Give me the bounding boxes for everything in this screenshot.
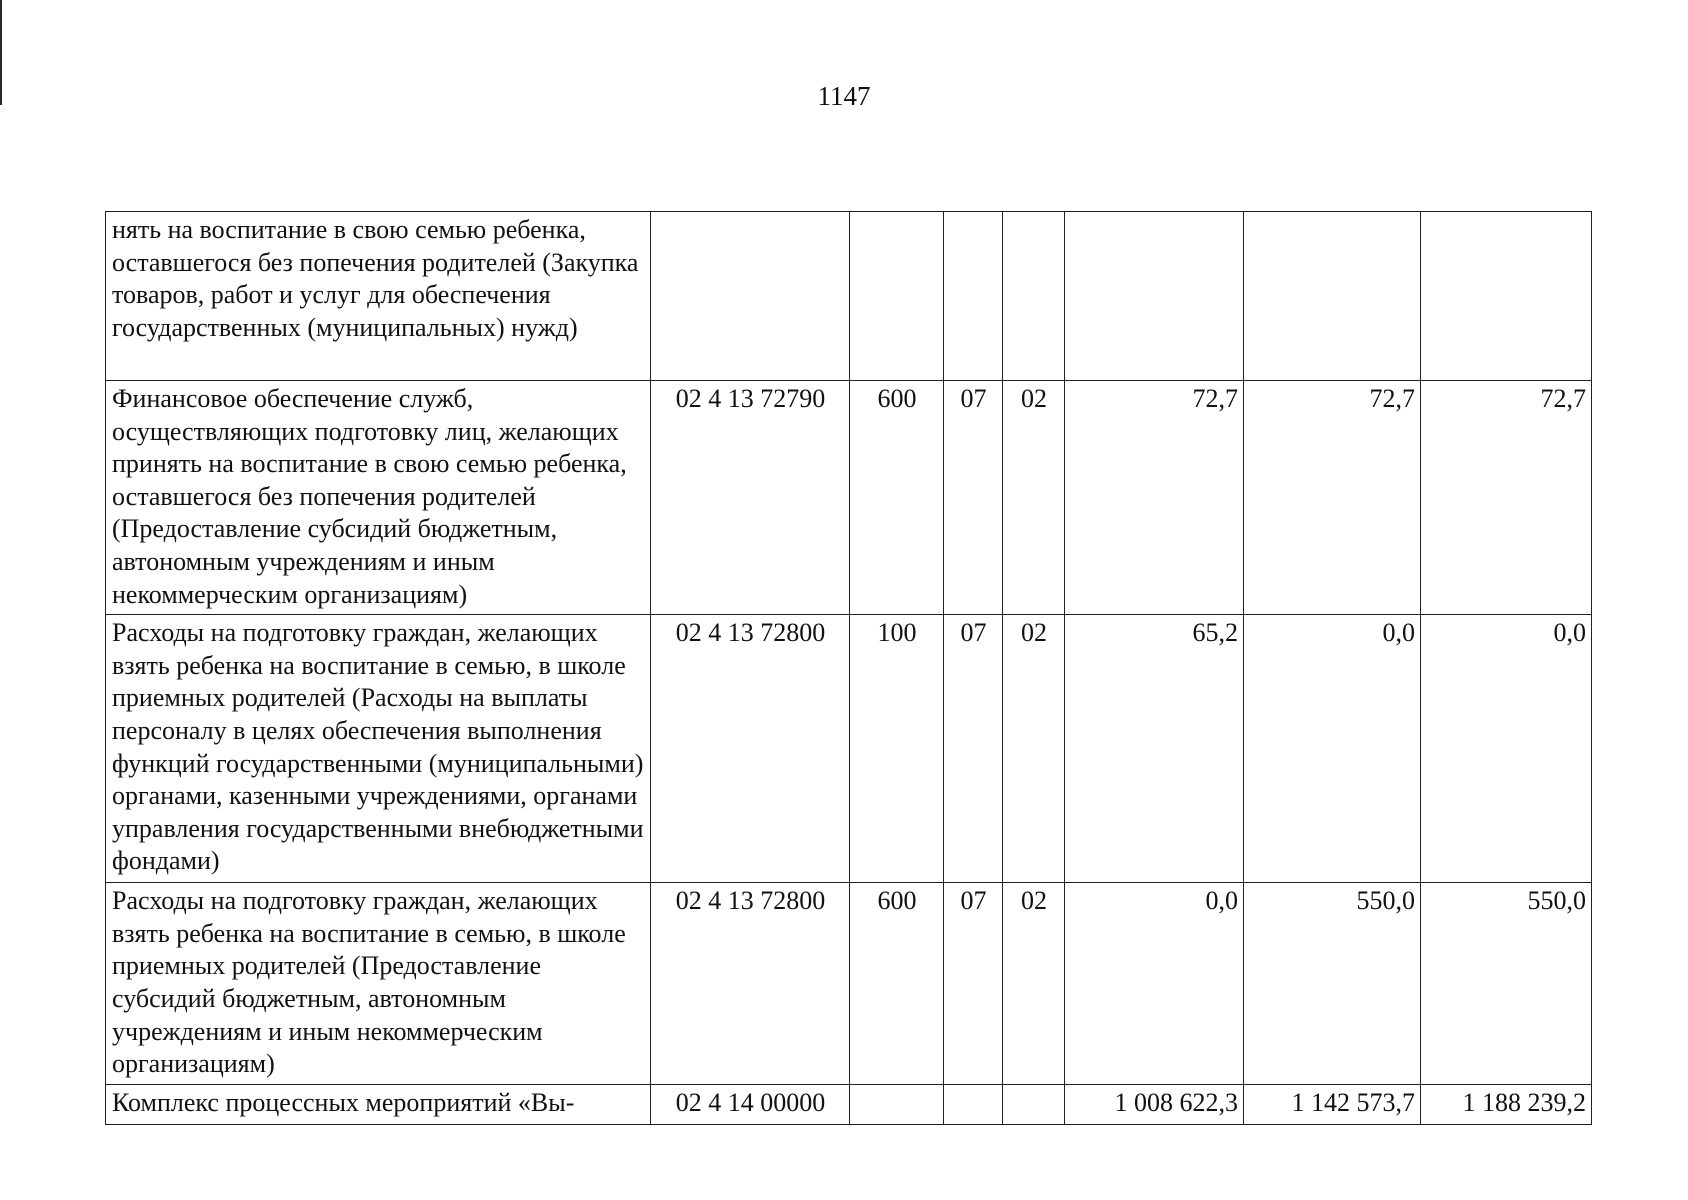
table-row	[106, 883, 1592, 1085]
page-number: 1147	[817, 81, 871, 111]
budget-table	[105, 211, 1592, 1125]
expense-type-code	[850, 212, 944, 381]
row-description: Финансовое обеспечение служб, осуществляющих подготовку лиц, желающих принять на воспитание в свою семью ребенка, оставшегося без попечения родителей (Предоставление субсидий бюджетным, автономным учреждениям и иным некоммерческим организациям)	[106, 381, 651, 615]
expense-type-code	[850, 1084, 944, 1124]
amount-year-1	[1065, 212, 1244, 381]
amount-year-1: 0,0	[1065, 883, 1244, 1085]
amount-year-2: 1 142 573,7	[1244, 1084, 1421, 1124]
subsection-code: 02	[1003, 615, 1065, 883]
expense-type-code: 100	[850, 615, 944, 883]
expense-type-code: 600	[850, 381, 944, 615]
section-code: 07	[944, 615, 1003, 883]
section-code: 07	[944, 381, 1003, 615]
amount-year-2: 0,0	[1244, 615, 1421, 883]
subsection-code: 02	[1003, 381, 1065, 615]
row-description: Комплекс процессных мероприятий «Вы-	[106, 1084, 651, 1124]
amount-year-1: 72,7	[1065, 381, 1244, 615]
row-description: Расходы на подготовку граждан, желающих взять ребенка на воспитание в семью, в школе приемных родителей (Предоставление субсидий бюджетным, автономным учреждениям и иным некоммерческим организациям)	[106, 883, 651, 1085]
amount-year-2: 72,7	[1244, 381, 1421, 615]
table-row	[106, 381, 1592, 615]
amount-year-3	[1421, 212, 1592, 381]
target-article-code: 02 4 14 00000	[651, 1084, 850, 1124]
table-row	[106, 1084, 1592, 1124]
amount-year-3: 72,7	[1421, 381, 1592, 615]
amount-year-3: 1 188 239,2	[1421, 1084, 1592, 1124]
target-article-code	[651, 212, 850, 381]
amount-year-3: 0,0	[1421, 615, 1592, 883]
expense-type-code: 600	[850, 883, 944, 1085]
amount-year-1: 1 008 622,3	[1065, 1084, 1244, 1124]
target-article-code: 02 4 13 72790	[651, 381, 850, 615]
amount-year-2	[1244, 212, 1421, 381]
target-article-code: 02 4 13 72800	[651, 615, 850, 883]
section-code: 07	[944, 883, 1003, 1085]
row-description: нять на воспитание в свою семью ребенка, оставшегося без попечения родителей (Закупка товаров, работ и услуг для обеспечения государственных (муниципальных) нужд)	[106, 212, 651, 381]
amount-year-3: 550,0	[1421, 883, 1592, 1085]
amount-year-1: 65,2	[1065, 615, 1244, 883]
amount-year-2: 550,0	[1244, 883, 1421, 1085]
subsection-code: 02	[1003, 883, 1065, 1085]
section-code	[944, 212, 1003, 381]
table-row	[106, 212, 1592, 381]
row-description: Расходы на подготовку граждан, желающих взять ребенка на воспитание в семью, в школе приемных родителей (Расходы на выплаты персоналу в целях обеспечения выполнения функций государственными (муниципальными) органами, казенными учреждениями, органами управления государственными внебюджетными фондами)	[106, 615, 651, 883]
subsection-code	[1003, 212, 1065, 381]
table-row	[106, 615, 1592, 883]
section-code	[944, 1084, 1003, 1124]
target-article-code: 02 4 13 72800	[651, 883, 850, 1085]
subsection-code	[1003, 1084, 1065, 1124]
